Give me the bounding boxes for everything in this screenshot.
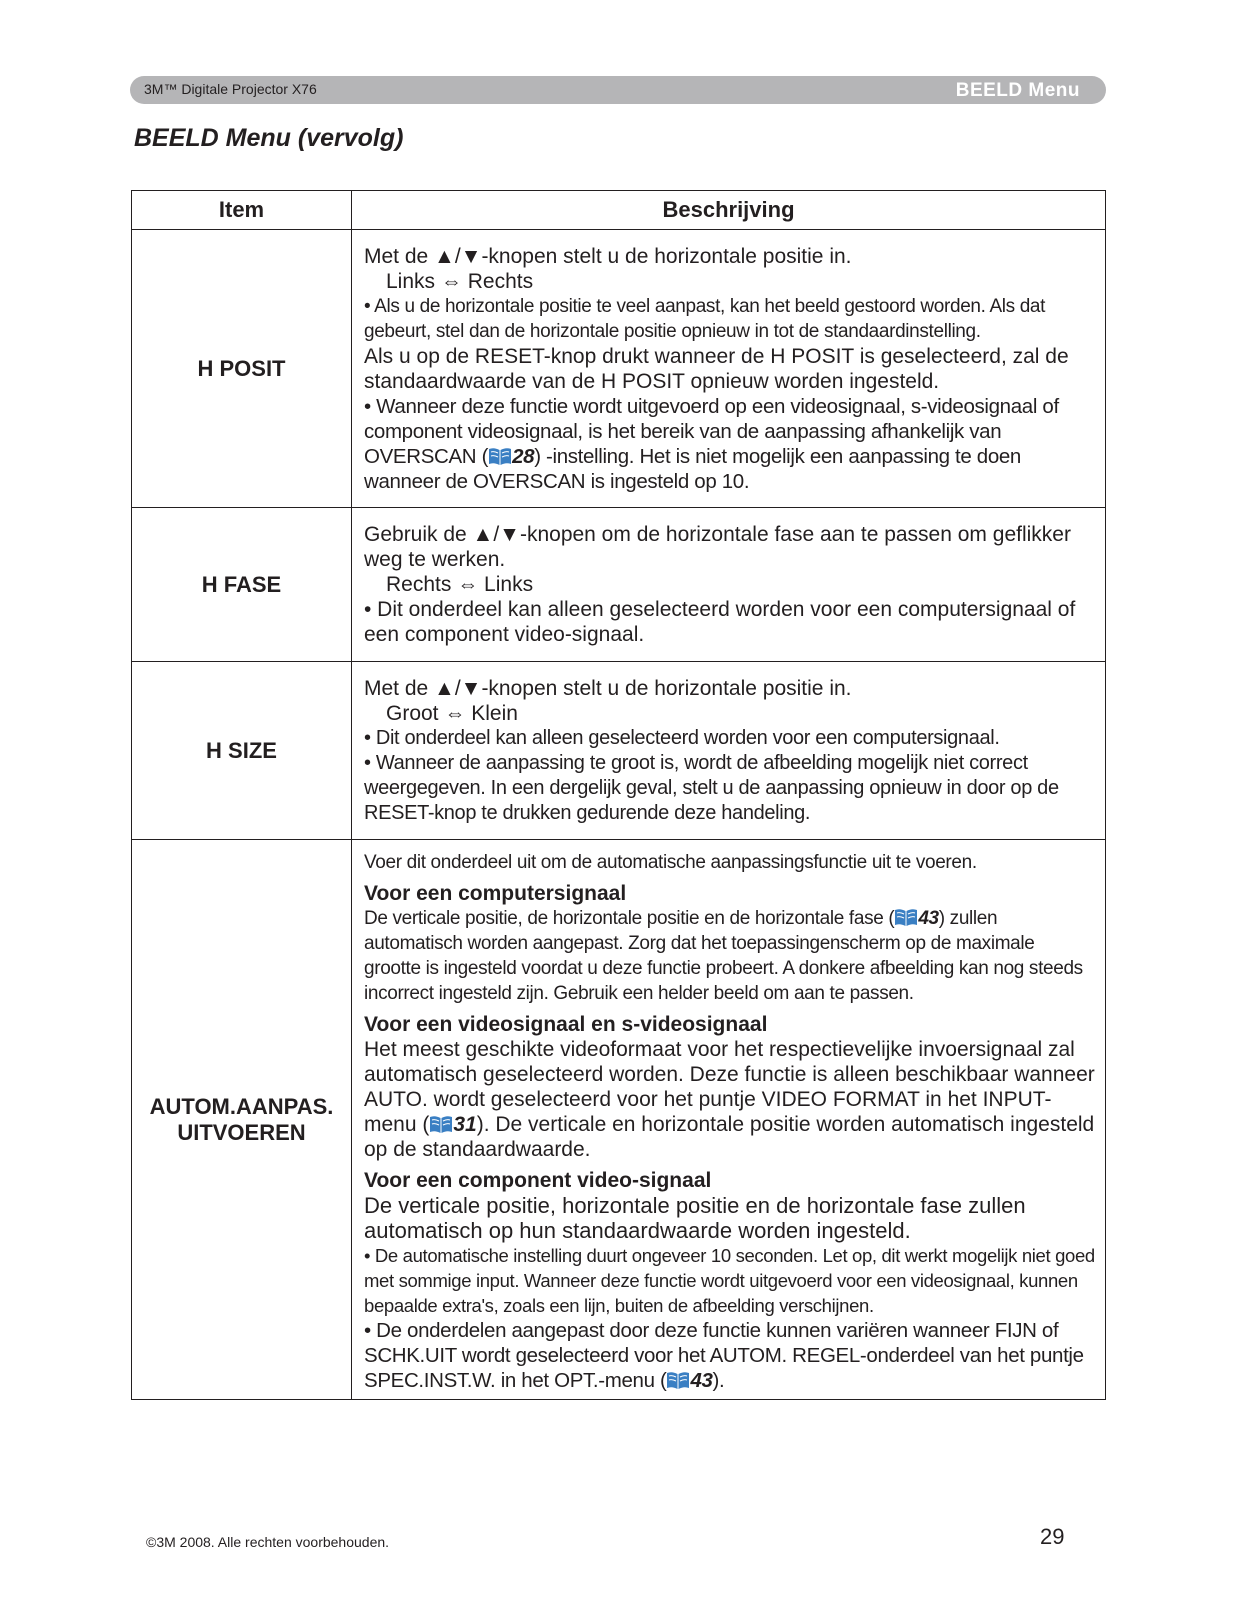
- double-arrow-icon: ⇔: [457, 573, 479, 596]
- note-text: ).: [712, 1369, 725, 1392]
- subheading-video-signal: Voor een videosignaal en s-videosignaal: [364, 1013, 768, 1036]
- column-header-item: Item: [132, 191, 352, 230]
- description-intro: Gebruik de ▲/▼-knopen om de horizontale fase aan te passen om geflikker weg te werken.: [364, 523, 1071, 571]
- note-text: De verticale positie, de horizontale positie en de horizontale fase (: [364, 908, 895, 929]
- note: [364, 1318, 1095, 1393]
- range-to: Links: [484, 573, 534, 596]
- subheading-component-signal: Voor een component video-signaal: [364, 1169, 712, 1192]
- description-intro: Voer dit onderdeel uit om de automatische aanpassingsfunctie uit te voeren.: [364, 852, 977, 873]
- item-description: [352, 662, 1106, 840]
- double-arrow-icon: ⇔: [444, 701, 466, 725]
- item-description: [352, 508, 1106, 662]
- book-icon: [488, 447, 512, 466]
- item-description: [352, 840, 1106, 1400]
- note: • De automatische instelling duurt ongeveer 10 seconden. Let op, dit werkt mogelijk niet goed met sommige input. Wanneer deze functie wordt uitgevoerd voor een videosignaal, kunnen bepaalde extra's, zoals een lijn, buiten de afbeelding verschijnen.: [364, 1245, 1095, 1316]
- column-header-description: Beschrijving: [352, 191, 1106, 230]
- item-name: [132, 840, 352, 1400]
- double-arrow-icon: ⇔: [440, 269, 462, 293]
- header-bar: [130, 76, 1106, 104]
- table-row: [132, 508, 1106, 662]
- range-from: Rechts: [386, 573, 452, 596]
- description-intro: Met de ▲/▼-knopen stelt u de horizontale positie in.: [364, 244, 852, 268]
- page-number: 29: [1040, 1524, 1065, 1549]
- copyright-notice: ©3M 2008. Alle rechten voorbehouden.: [146, 1534, 390, 1550]
- note-text: ). De verticale en horizontale positie worden automatisch ingesteld op de standaardwaarde.: [364, 1113, 1095, 1161]
- note: • Wanneer de aanpassing te groot is, wordt de afbeelding mogelijk niet correct weergegeven. In een dergelijk geval, stelt u de aanpassing opnieuw in door op de RESET-knop te drukken gedurende deze handeling.: [364, 751, 1059, 824]
- note: • Dit onderdeel kan alleen geselecteerd worden voor een computersignaal of een component video-signaal.: [364, 598, 1076, 646]
- item-name: H FASE: [132, 508, 352, 662]
- range-to: Rechts: [467, 269, 534, 293]
- note: • Als u de horizontale positie te veel aanpast, kan het beeld gestoord worden. Als dat gebeurt, stel dan de horizontale positie opnieuw in tot de standaardinstelling.: [364, 295, 1046, 342]
- page-reference: 31: [453, 1113, 477, 1136]
- item-name: H POSIT: [132, 230, 352, 508]
- book-icon: [429, 1115, 453, 1134]
- subsection-text: [364, 906, 1095, 1006]
- note-text: ) -instelling. Het is niet mogelijk een aanpassing te doen wanneer de OVERSCAN is ingesteld op 10.: [364, 444, 1021, 493]
- item-name-line: AUTOM.AANPAS.: [149, 1093, 334, 1119]
- subsection-text: De verticale positie, horizontale positie en de horizontale fase zullen automatisch op hun standaardwaarde worden ingesteld.: [364, 1193, 1026, 1243]
- page-reference: 43: [690, 1369, 713, 1392]
- item-name: H SIZE: [132, 662, 352, 840]
- note-text: Het meest geschikte videoformaat voor het respectievelijke invoersignaal zal automatisch geselecteerd worden. Deze functie is alleen beschikbaar wanneer AUTO. wordt geselecteerd voor het puntje VIDEO FORMAT in het INPUT-menu (: [364, 1038, 1095, 1136]
- note-text: ) zullen automatisch worden aangepast. Zorg dat het toepassingenscherm op de maximale grootte is ingesteld voordat u deze functie probeert. A donkere afbeelding kan nog steeds incorrect ingesteld zijn. Gebruik een helder beeld om aan te passen.: [364, 908, 1083, 1004]
- table-row: [132, 230, 1106, 508]
- item-description: [352, 230, 1106, 508]
- book-icon: [894, 908, 918, 927]
- description-intro: Met de ▲/▼-knopen stelt u de horizontale positie in.: [364, 676, 852, 700]
- subheading-computer-signal: Voor een computersignaal: [364, 882, 627, 905]
- menu-table: [131, 190, 1106, 1400]
- range-to: Klein: [471, 701, 518, 725]
- range-from: Links: [386, 269, 436, 293]
- note-text: • Wanneer deze functie wordt uitgevoerd op een videosignaal, s-videosignaal of component videosignaal, is het bereik van de aanpassing afhankelijk van OVERSCAN (: [364, 394, 1059, 468]
- section-name: BEELD Menu: [955, 80, 1080, 101]
- range-line: [364, 572, 1095, 597]
- page-reference: 43: [918, 908, 939, 929]
- subsection-text: [364, 1037, 1095, 1162]
- table-row: [132, 662, 1106, 840]
- product-name: 3M™ Digitale Projector X76: [144, 81, 317, 97]
- table-row: [132, 840, 1106, 1400]
- range-line: [364, 701, 1095, 726]
- range-from: Groot: [386, 701, 439, 725]
- note: [364, 394, 1095, 494]
- note: Als u op de RESET-knop drukt wanneer de H POSIT is geselecteerd, zal de standaardwaarde van de H POSIT opnieuw worden ingesteld.: [364, 344, 1069, 393]
- item-name-line: UITVOEREN: [177, 1119, 306, 1145]
- table-header-row: [132, 191, 1106, 230]
- book-icon: [666, 1371, 690, 1390]
- note: • Dit onderdeel kan alleen geselecteerd worden voor een computersignaal.: [364, 726, 1000, 749]
- range-line: [364, 269, 1095, 294]
- page-title: BEELD Menu (vervolg): [134, 124, 404, 152]
- note-text: • De onderdelen aangepast door deze functie kunnen variëren wanneer FIJN of SCHK.UIT wordt geselecteerd voor het AUTOM. REGEL-onderdeel van het puntje SPEC.INST.W. in het OPT.-menu (: [364, 1319, 1084, 1392]
- page-reference: 28: [512, 444, 535, 468]
